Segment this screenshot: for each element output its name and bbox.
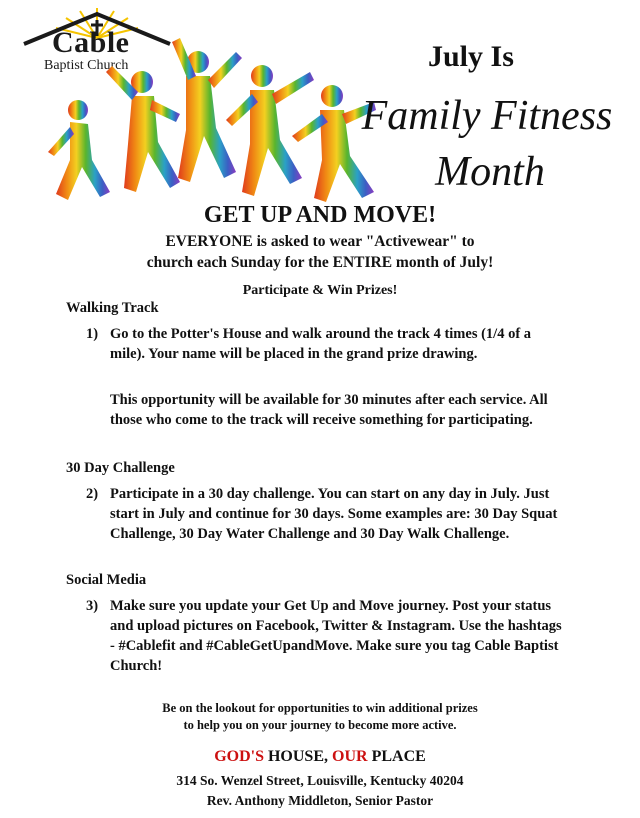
item-text: Participate in a 30 day challenge. You can start on any day in July. Just start in July and continue for 30 days. Some examples are: 30 Day Squat Challenge, 30 Day Water Challenge and 30 Day Walk Challenge.	[110, 486, 558, 542]
tagline-our: OUR	[332, 748, 368, 765]
prizes-heading: Participate & Win Prizes!	[242, 283, 398, 298]
logo-name: Cable	[52, 26, 130, 59]
section-title-30-day-challenge: 30 Day Challenge	[66, 460, 175, 476]
lookout-note	[0, 700, 640, 734]
title-line-3: Month	[435, 149, 545, 195]
item-number: 2)	[86, 486, 99, 502]
logo-subtitle: Baptist Church	[44, 58, 129, 73]
tagline	[0, 748, 640, 766]
section-title-walking-track: Walking Track	[66, 300, 159, 316]
dancing-people-graphic	[40, 32, 380, 207]
lookout-line-1: Be on the lookout for opportunities to win additional prizes	[162, 701, 478, 715]
title-line-1: July Is	[428, 40, 514, 73]
address: 314 So. Wenzel Street, Louisville, Kentucky 40204	[176, 773, 464, 788]
section-title-social-media: Social Media	[66, 572, 147, 588]
tagline-place: PLACE	[367, 748, 426, 765]
pastor: Rev. Anthony Middleton, Senior Pastor	[206, 793, 434, 808]
tagline-house: HOUSE,	[263, 748, 332, 765]
list-item-2	[86, 484, 566, 544]
item-text: Make sure you update your Get Up and Move journey. Post your status and upload pictures on Facebook, Twitter & Instagram. Use the hashtags - #Cablefit and #CableGetUpandMove. Make sure you tag Cable Baptist Church!	[110, 598, 562, 674]
lookout-line-2: to help you on your journey to become more active.	[183, 718, 457, 732]
item-number: 1)	[86, 326, 99, 342]
walking-track-note: This opportunity will be available for 30 minutes after each service. All those who come to the track will receive something for participating.	[110, 392, 548, 428]
list-item-3	[86, 596, 566, 676]
intro-line-1: EVERYONE is asked to wear "Activewear" to	[165, 233, 475, 250]
tagline-gods: GOD'S	[214, 748, 264, 765]
intro-line-2: church each Sunday for the ENTIRE month of July!	[146, 254, 494, 271]
item-number: 3)	[86, 598, 99, 614]
title-line-2: Family Fitness	[361, 93, 613, 139]
headline: GET UP AND MOVE!	[203, 202, 437, 228]
item-text: Go to the Potter's House and walk around the track 4 times (1/4 of a mile). Your name will be placed in the grand prize drawing.	[110, 326, 532, 362]
list-item-1	[86, 324, 566, 364]
